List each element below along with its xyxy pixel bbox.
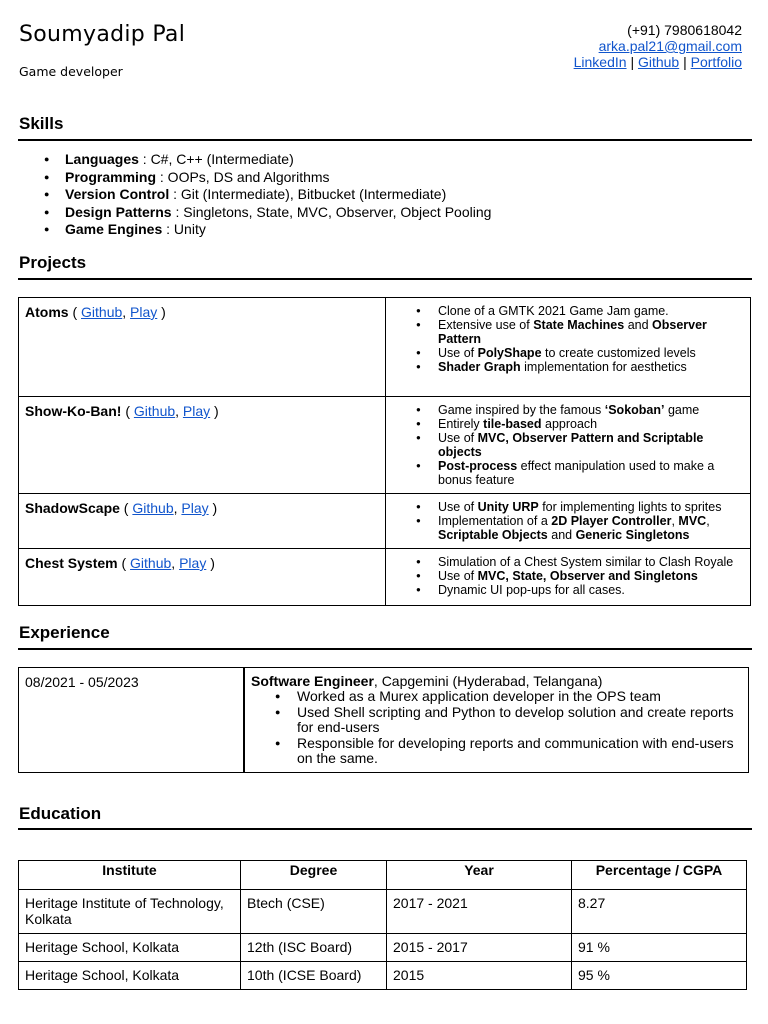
- bullet-bold-text: Unity URP: [477, 500, 539, 514]
- project-title-cell: Show-Ko-Ban! ( Github, Play ): [19, 397, 386, 494]
- project-name: Chest System: [25, 555, 118, 571]
- bullet-text: Clone of a GMTK 2021 Game Jam game.: [438, 304, 669, 318]
- bullet-bold-text: Shader Graph: [438, 360, 521, 374]
- project-bullet: [416, 318, 744, 346]
- project-play-link[interactable]: Play: [179, 555, 207, 571]
- candidate-name: Soumyadip Pal: [19, 22, 186, 47]
- degree-cell: 12th (ISC Board): [241, 934, 387, 962]
- portfolio-link[interactable]: Portfolio: [690, 54, 742, 70]
- skills-divider: [18, 139, 752, 141]
- bullet-bold-text: State Machines: [533, 318, 625, 332]
- project-play-link[interactable]: Play: [181, 500, 209, 516]
- project-bullet-list: [416, 500, 744, 542]
- bullet-bold-text: Post-process: [438, 459, 518, 473]
- bullet-bold-text: ‘Sokoban’: [604, 403, 665, 417]
- project-name: Show-Ko-Ban!: [25, 403, 122, 419]
- project-row: [19, 549, 751, 606]
- bullet-text: game: [664, 403, 700, 417]
- project-github-link[interactable]: Github: [81, 304, 123, 320]
- contact-block: [574, 22, 742, 70]
- project-bullet-list: [416, 403, 744, 487]
- skill-label: Programming: [65, 168, 157, 185]
- institute-cell: Heritage Institute of Technology, Kolkata: [19, 890, 241, 934]
- skill-item: [44, 204, 491, 222]
- link-separator: |: [630, 54, 635, 70]
- skill-value: : C#, C++ (Intermediate): [138, 151, 294, 167]
- bullet-text: Implementation of a: [438, 514, 552, 528]
- experience-bullet: ● Used Shell scripting and Python to develop solution and create reports for end-users: [251, 705, 742, 736]
- skill-value: : Unity: [162, 221, 206, 238]
- experience-dates: 08/2021 - 05/2023: [19, 668, 245, 773]
- col-header-percentage: Percentage / CGPA: [572, 861, 747, 890]
- bullet-bold-text: 2D Player Controller: [551, 514, 672, 528]
- projects-heading: Projects: [19, 253, 87, 272]
- projects-divider: [18, 278, 752, 280]
- project-title-cell: ShadowScape ( Github, Play ): [19, 494, 386, 549]
- education-row: [19, 890, 747, 934]
- year-cell: 2015 - 2017: [387, 934, 572, 962]
- skill-item: [44, 221, 491, 239]
- project-bullet: [416, 403, 744, 417]
- bullet-text: approach: [541, 417, 598, 431]
- year-cell: 2017 - 2021: [387, 890, 572, 934]
- experience-details: [244, 668, 749, 773]
- candidate-role: Game developer: [19, 64, 123, 79]
- bullet-bold-text: Scriptable Objects: [438, 528, 548, 542]
- institute-cell: Heritage School, Kolkata: [19, 962, 241, 990]
- project-title-cell: Atoms ( Github, Play ): [19, 298, 386, 397]
- percentage-cell: 8.27: [572, 890, 747, 934]
- bullet-bold-text: PolyShape: [477, 346, 542, 360]
- col-header-year: Year: [387, 861, 572, 890]
- education-header-row: [19, 861, 747, 890]
- experience-bullet-list: [251, 689, 742, 767]
- bullet-text: Use of: [438, 500, 478, 514]
- project-title-cell: Chest System ( Github, Play ): [19, 549, 386, 606]
- bullet-text: ,: [671, 514, 679, 528]
- education-table: [18, 860, 747, 990]
- job-company: , Capgemini (Hyderabad, Telangana): [373, 673, 603, 689]
- skill-value: : Singletons, State, MVC, Observer, Object Pooling: [171, 203, 492, 220]
- project-bullet: [416, 346, 744, 360]
- col-header-degree: Degree: [241, 861, 387, 890]
- bullet-text: ,: [706, 514, 710, 528]
- bullet-bold-text: Generic Singletons: [575, 528, 690, 542]
- linkedin-link[interactable]: LinkedIn: [573, 54, 627, 70]
- experience-row: [19, 668, 749, 773]
- bullet-text: Use of: [438, 346, 478, 360]
- experience-divider: [18, 648, 752, 650]
- skill-item: [44, 169, 491, 187]
- project-bullet: [416, 569, 744, 583]
- skills-list: [44, 151, 491, 239]
- project-name: ShadowScape: [25, 500, 120, 516]
- bullet-bold-text: MVC, Observer Pattern and Scriptable objects: [438, 431, 704, 459]
- skills-heading: Skills: [19, 114, 64, 133]
- project-bullets-cell: [386, 494, 751, 549]
- skill-item: [44, 186, 491, 204]
- experience-bullet: ● Worked as a Murex application developer in the OPS team: [251, 689, 742, 705]
- project-github-link[interactable]: Github: [130, 555, 172, 571]
- institute-cell: Heritage School, Kolkata: [19, 934, 241, 962]
- education-divider: [18, 828, 752, 830]
- project-row: [19, 494, 751, 549]
- skill-item: [44, 151, 491, 169]
- project-bullets-cell: [386, 549, 751, 606]
- project-bullet: [416, 514, 744, 542]
- phone-number: (+91) 7980618042: [627, 22, 742, 38]
- project-bullet: [416, 304, 744, 318]
- education-row: [19, 934, 747, 962]
- education-heading: Education: [19, 804, 102, 823]
- bullet-bold-text: tile-based: [483, 417, 542, 431]
- degree-cell: Btech (CSE): [241, 890, 387, 934]
- skill-label: Game Engines: [65, 221, 163, 238]
- bullet-text: Game inspired by the famous: [438, 403, 605, 417]
- email-link[interactable]: arka.pal21@gmail.com: [598, 38, 742, 54]
- bullet-text: Simulation of a Chest System similar to Clash Royale: [438, 555, 734, 569]
- project-play-link[interactable]: Play: [182, 403, 211, 419]
- github-link[interactable]: Github: [637, 54, 680, 70]
- project-bullet: [416, 360, 744, 374]
- bullet-bold-text: MVC, State, Observer and Singletons: [477, 569, 698, 583]
- bullet-text: for implementing lights to sprites: [538, 500, 722, 514]
- project-bullet-list: [416, 304, 744, 374]
- project-bullet: [416, 583, 744, 597]
- project-bullet: [416, 417, 744, 431]
- bullet-text: Use of: [438, 431, 478, 445]
- job-title: Software Engineer: [251, 673, 374, 689]
- link-separator: |: [683, 54, 687, 70]
- project-bullet-list: [416, 555, 744, 597]
- education-row: [19, 962, 747, 990]
- bullet-bold-text: Observer Pattern: [438, 318, 707, 346]
- experience-bullet: ● Responsible for developing reports and communication with end-users on the same.: [251, 736, 742, 767]
- skill-value: : OOPs, DS and Algorithms: [156, 168, 330, 185]
- project-bullet: [416, 500, 744, 514]
- project-bullet: [416, 555, 744, 569]
- bullet-text: effect manipulation used to make a bonus feature: [438, 459, 715, 487]
- project-row: [19, 298, 751, 397]
- experience-heading: Experience: [19, 623, 110, 642]
- bullet-text: to create customized levels: [541, 346, 696, 360]
- bullet-text: Entirely: [438, 417, 484, 431]
- project-bullets-cell: [386, 397, 751, 494]
- skill-label: Version Control: [65, 186, 170, 203]
- skill-label: Design Patterns: [65, 203, 172, 220]
- bullet-text: Use of: [438, 569, 478, 583]
- project-row: [19, 397, 751, 494]
- degree-cell: 10th (ICSE Board): [241, 962, 387, 990]
- bullet-text: and: [547, 528, 576, 542]
- bullet-bold-text: MVC: [678, 514, 707, 528]
- project-bullets-cell: [386, 298, 751, 397]
- bullet-text: and: [624, 318, 653, 332]
- col-header-institute: Institute: [19, 861, 241, 890]
- percentage-cell: 95 %: [572, 962, 747, 990]
- bullet-text: Dynamic UI pop-ups for all cases.: [438, 583, 625, 597]
- project-bullet: [416, 431, 744, 459]
- bullet-text: implementation for aesthetics: [520, 360, 687, 374]
- project-github-link[interactable]: Github: [132, 500, 174, 516]
- year-cell: 2015: [387, 962, 572, 990]
- project-name: Atoms: [25, 304, 69, 320]
- skill-value: : Git (Intermediate), Bitbucket (Intermediate): [169, 186, 447, 203]
- profile-links: [574, 54, 742, 70]
- project-play-link[interactable]: Play: [130, 304, 158, 320]
- bullet-text: Extensive use of: [438, 318, 534, 332]
- projects-table: [18, 297, 751, 606]
- skill-label: Languages: [65, 151, 139, 167]
- experience-table: [18, 667, 749, 773]
- percentage-cell: 91 %: [572, 934, 747, 962]
- project-github-link[interactable]: Github: [133, 403, 176, 419]
- project-bullet: [416, 459, 744, 487]
